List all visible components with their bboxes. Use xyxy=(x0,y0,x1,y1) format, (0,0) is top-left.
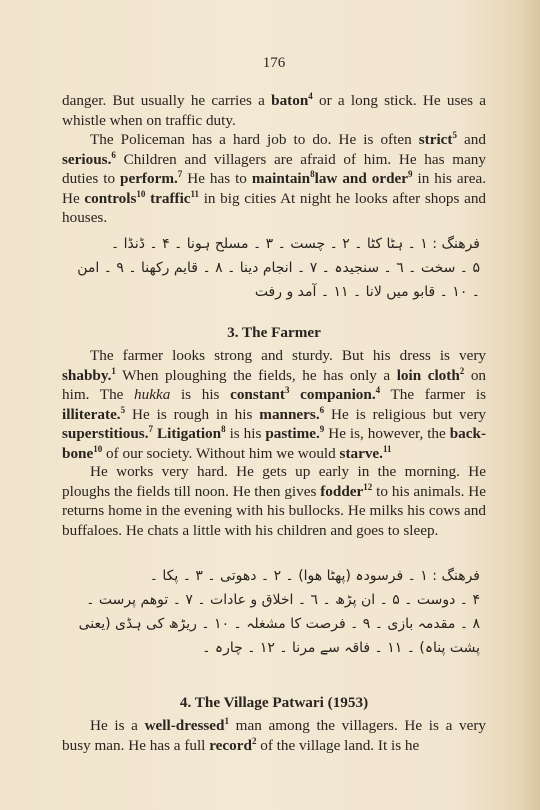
footnote-marker: 4 xyxy=(375,385,381,396)
text: Children and villagers are afraid of him. He has many duties to xyxy=(62,150,486,188)
paragraph-farmer-routine xyxy=(62,462,486,540)
text: in his area. He xyxy=(62,170,486,207)
footnote-marker: 11 xyxy=(190,188,200,199)
footnote-marker: 2 xyxy=(459,365,465,376)
vocab-word: illiterate. xyxy=(62,405,121,423)
vocab-word: record xyxy=(209,736,252,754)
text: danger. But usually he carries a xyxy=(62,92,272,109)
paragraph-farmer-description xyxy=(62,346,486,464)
paragraph-policeman-duties xyxy=(62,130,486,228)
section-heading-farmer: 3. The Farmer xyxy=(227,324,321,341)
footnote-marker: 4 xyxy=(308,90,313,101)
text: He is a xyxy=(90,717,145,734)
glossary-urdu-2 xyxy=(62,564,480,660)
footnote-marker: 1 xyxy=(224,715,229,726)
footnote-marker: 11 xyxy=(382,443,392,454)
vocab-word: controls xyxy=(84,189,137,207)
text: He is religious but very xyxy=(324,405,486,423)
glossary-line: ۔ ۱۰ ۔ قابو میں لانا ۔ ۱۱ ۔ آمد و رفت xyxy=(254,284,480,300)
text: is his xyxy=(225,425,266,443)
vocab-word: maintain xyxy=(251,170,311,188)
footnote-marker: 6 xyxy=(111,149,116,160)
footnote-marker: 8 xyxy=(310,169,315,180)
vocab-word: fodder xyxy=(320,482,364,500)
text: He works very hard. He gets up early in the morning. He ploughs the fields till noon. He then gives xyxy=(62,463,486,500)
italic-word: hukka xyxy=(134,386,171,404)
paragraph-policeman-end xyxy=(62,91,486,130)
vocab-word: superstitious. xyxy=(62,425,149,443)
text: He has to xyxy=(182,170,252,188)
footnote-marker: 9 xyxy=(319,424,325,435)
text: of the village land. It is he xyxy=(256,736,420,754)
vocab-word: loin cloth xyxy=(396,366,460,384)
text: to his animals. He returns home in the evening with his bullocks. He milks his cows and buffaloes. He chats a little with his children and goes to sleep. xyxy=(62,482,486,539)
text: The farmer is xyxy=(380,386,487,404)
vocab-word: constant xyxy=(230,386,285,404)
vocab-word: law and order xyxy=(314,170,409,188)
vocab-word: Litigation xyxy=(156,425,222,443)
text: of our society. Without him we would xyxy=(102,444,340,462)
text: The Policeman has a hard job to do. He is often xyxy=(90,131,419,148)
vocab-word: traffic xyxy=(150,189,191,207)
section-heading-patwari: 4. The Village Patwari (1953) xyxy=(179,694,369,711)
text: The farmer looks strong and sturdy. But his dress is very xyxy=(90,347,486,364)
vocab-word: starve. xyxy=(339,444,383,462)
paragraph-patwari xyxy=(62,716,486,755)
vocab-word: companion. xyxy=(300,386,376,404)
text: He is rough in his xyxy=(125,405,260,423)
text xyxy=(289,386,300,403)
text: in big cities At night he looks after shops and houses. xyxy=(62,189,487,227)
footnote-marker: 7 xyxy=(177,169,183,180)
text: man among the villagers. He is a very busy man. He has a full xyxy=(62,717,486,754)
text: and xyxy=(456,131,486,148)
footnote-marker: 8 xyxy=(221,424,226,435)
footnote-marker: 5 xyxy=(120,404,126,415)
vocab-word: baton xyxy=(271,92,309,109)
glossary-line: فرھنگ : ۱ ۔ فرسودہ (پھٹا ھوا) ۔ ۲ ۔ دھوتی ۔ ۳ ۔ پکا ۔ xyxy=(149,568,480,584)
footnote-marker: 3 xyxy=(284,385,290,396)
footnote-marker: 7 xyxy=(148,424,153,435)
footnote-marker: 6 xyxy=(319,404,325,415)
text: or a long stick. He uses a whistle when on traffic duty. xyxy=(62,92,487,129)
vocab-word: perform. xyxy=(120,170,178,188)
vocab-word: pastime. xyxy=(265,425,320,443)
footnote-marker: 10 xyxy=(136,188,146,199)
glossary-line: ۵ ۔ سخت ۔ ٦ ۔ سنجیدہ ۔ ۷ ۔ انجام دینا ۔ ۸ ۔ قایم رکھنا ۔ ۹ ۔ امن xyxy=(77,260,480,276)
vocab-word: manners. xyxy=(259,405,320,423)
footnote-marker: 5 xyxy=(452,129,457,140)
page-number: 176 xyxy=(262,55,286,71)
glossary-line: ۸ ۔ مقدمہ بازی ۔ ۹ ۔ فرصت کا مشغلہ ۔ ۱۰ ۔ ریڑھ کی ہڈی (یعنی xyxy=(78,616,480,632)
glossary-line: ۴ ۔ دوست ۔ ۵ ۔ ان پڑھ ۔ ٦ ۔ اخلاق و عادات ۔ ۷ ۔ توھم پرست ۔ xyxy=(86,592,480,608)
text: When ploughing the fields, he has only a xyxy=(115,366,397,384)
text: on him. The xyxy=(62,366,487,404)
glossary-urdu-1 xyxy=(62,232,480,304)
footnote-marker: 2 xyxy=(251,735,257,746)
vocab-word: serious. xyxy=(62,150,112,168)
vocab-word: shabby. xyxy=(62,366,112,384)
glossary-line: پشت پناہ) ۔ ۱۱ ۔ فاقہ سے مرنا ۔ ۱۲ ۔ چارہ ۔ xyxy=(202,640,480,656)
vocab-word: strict xyxy=(418,131,453,148)
vocab-word: back-bone xyxy=(62,425,487,462)
text: is his xyxy=(170,386,231,404)
footnote-marker: 1 xyxy=(111,365,116,376)
footnote-marker: 10 xyxy=(93,443,103,454)
vocab-word: well-dressed xyxy=(144,717,225,734)
footnote-marker: 9 xyxy=(408,169,413,180)
glossary-line: فرھنگ : ۱ ۔ ہٹا کٹا ۔ ۲ ۔ چست ۔ ۳ ۔ مسلح ہونا ۔ ۴ ۔ ڈنڈا ۔ xyxy=(111,236,480,252)
text: He is, however, the xyxy=(324,425,450,443)
footnote-marker: 12 xyxy=(363,481,373,492)
